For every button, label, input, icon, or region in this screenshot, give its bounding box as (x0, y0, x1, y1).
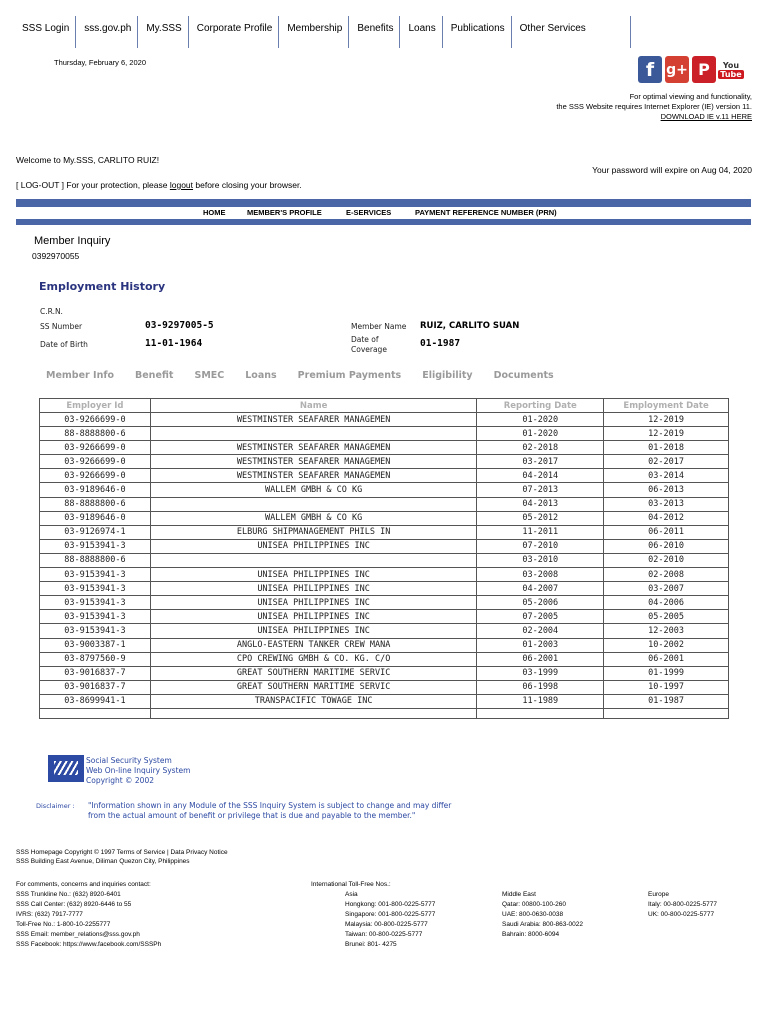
employer-name-cell: WESTMINSTER SEAFARER MANAGEMEN (150, 469, 477, 483)
reporting-date-cell: 03-2010 (477, 553, 604, 567)
employment-date-cell: 06-2013 (604, 483, 729, 497)
nav-other-services[interactable]: Other Services (512, 16, 631, 48)
employer-id-cell: 03-9153941-3 (40, 624, 151, 638)
reporting-date-cell: 02-2004 (477, 624, 604, 638)
employment-date-cell: 01-1987 (604, 694, 729, 708)
intl-tollfree-heading (311, 880, 391, 890)
reporting-date-cell: 01-2020 (477, 427, 604, 441)
employment-date-cell: 03-2013 (604, 497, 729, 511)
tab-member-info[interactable]: Member Info (46, 370, 114, 381)
employer-id-cell: 88-8888800-6 (40, 497, 151, 511)
table-row (40, 652, 729, 666)
employment-date-cell: 02-2017 (604, 455, 729, 469)
footer-line: UAE: 800-0630-0038 (502, 911, 564, 918)
social-links (638, 56, 743, 83)
employer-name-cell (150, 497, 477, 511)
footer-line: Qatar: 00800-100-260 (502, 901, 566, 908)
tab-eligibility[interactable]: Eligibility (422, 370, 473, 381)
reporting-date-cell: 04-2014 (477, 469, 604, 483)
employer-name-cell: UNISEA PHILIPPINES INC (150, 596, 477, 610)
table-row (40, 568, 729, 582)
employment-history-table (39, 398, 729, 719)
employment-date-cell: 12-2019 (604, 413, 729, 427)
member-nav (16, 207, 751, 219)
employment-date-cell: 04-2012 (604, 511, 729, 525)
footer-system-line: Social Security System (86, 756, 172, 765)
table-row (40, 455, 729, 469)
employment-date-cell: 01-1999 (604, 666, 729, 680)
reporting-date-cell: 05-2006 (477, 596, 604, 610)
contact-info (16, 880, 161, 950)
employer-id-cell: 03-9153941-3 (40, 582, 151, 596)
header-employment-date: Employment Date (604, 399, 729, 413)
ie-notice-line1: For optimal viewing and functionality, (629, 92, 752, 101)
employer-id-cell: 03-9003387-1 (40, 638, 151, 652)
employer-id-cell: 03-9266699-0 (40, 469, 151, 483)
employment-date-cell: 10-1997 (604, 680, 729, 694)
nav-membership[interactable]: Membership (279, 16, 349, 48)
current-date: Thursday, February 6, 2020 (54, 58, 146, 67)
ss-number-value: 03-9297005-5 (145, 320, 214, 331)
employment-date-cell: 01-2018 (604, 441, 729, 455)
logout-prefix: [ LOG-OUT ] For your protection, please (16, 180, 170, 190)
table-row (40, 680, 729, 694)
table-row (40, 539, 729, 553)
disclaimer-text (88, 801, 451, 821)
employer-name-cell: UNISEA PHILIPPINES INC (150, 610, 477, 624)
ie-notice (556, 92, 752, 122)
table-row (40, 525, 729, 539)
employer-id-cell: 03-9266699-0 (40, 455, 151, 469)
footer-line: Malaysia: 00-800-0225-5777 (345, 921, 428, 928)
member-nav-eservices[interactable]: E-SERVICES (346, 208, 392, 217)
sss-logo (48, 755, 84, 782)
reporting-date-cell: 03-1999 (477, 666, 604, 680)
employment-date-cell: 12-2019 (604, 427, 729, 441)
table-row (40, 624, 729, 638)
member-nav-home[interactable]: HOME (203, 208, 226, 217)
middle-east-numbers (502, 890, 583, 940)
nav-loans[interactable]: Loans (400, 16, 442, 48)
employment-date-cell: 02-2008 (604, 568, 729, 582)
footer-line: Italy: 00-800-0225-5777 (648, 901, 718, 908)
footer-line: UK: 00-800-0225-5777 (648, 911, 715, 918)
table-row (40, 694, 729, 708)
table-row (40, 596, 729, 610)
table-row (40, 638, 729, 652)
employer-id-cell: 03-9189646-0 (40, 511, 151, 525)
employer-id-cell: 88-8888800-6 (40, 427, 151, 441)
nav-corporate-profile[interactable]: Corporate Profile (189, 16, 280, 48)
employment-date-cell: 03-2007 (604, 582, 729, 596)
reporting-date-cell: 02-2018 (477, 441, 604, 455)
reporting-date-cell: 01-2003 (477, 638, 604, 652)
footer-line: Bahrain: 8000-6094 (502, 931, 560, 938)
footer-system-line: Copyright © 2002 (86, 776, 155, 785)
employer-name-cell: WALLEM GMBH & CO KG (150, 483, 477, 497)
table-row (40, 427, 729, 441)
footer-line: For comments, concerns and inquiries contact: (16, 881, 151, 888)
employment-date-cell: 06-2011 (604, 525, 729, 539)
nav-bar-top (16, 199, 751, 207)
reporting-date-cell: 04-2007 (477, 582, 604, 596)
footer-line: IVRS: (632) 7917-7777 (16, 911, 83, 918)
europe-numbers (648, 890, 717, 920)
footer-line: Asia (345, 891, 358, 898)
member-name-label: Member Name (351, 322, 407, 331)
employer-name-cell: GREAT SOUTHERN MARITIME SERVIC (150, 680, 477, 694)
tab-premium-payments[interactable]: Premium Payments (297, 370, 402, 381)
footer-copyright (16, 848, 228, 866)
nav-bar-bottom (16, 219, 751, 225)
footer-line: Brunei: 801- 4275 (345, 941, 397, 948)
employer-name-cell: WESTMINSTER SEAFARER MANAGEMEN (150, 413, 477, 427)
employer-name-cell: ELBURG SHIPMANAGEMENT PHILS IN (150, 525, 477, 539)
ss-number-label: SS Number (40, 322, 83, 331)
dob-label: Date of Birth (40, 340, 88, 349)
employer-name-cell: TRANSPACIFIC TOWAGE INC (150, 694, 477, 708)
table-body (40, 413, 729, 719)
employment-date-cell: 06-2010 (604, 539, 729, 553)
copyright-line: SSS Building East Avenue, Diliman Quezon City, Philippines (16, 858, 190, 865)
reporting-date-cell: 11-2011 (477, 525, 604, 539)
reporting-date-cell: 03-2017 (477, 455, 604, 469)
employment-date-cell: 05-2005 (604, 610, 729, 624)
employment-date-cell: 03-2014 (604, 469, 729, 483)
employer-id-cell: 03-9016837-7 (40, 666, 151, 680)
disclaimer-line: from the actual amount of benefit or privilege that is due and payable to the member." (88, 811, 416, 820)
coverage-label-2: Coverage (351, 345, 387, 354)
footer-line: Europe (648, 891, 669, 898)
table-header-row (40, 399, 729, 413)
google-plus-icon[interactable]: g+ (665, 56, 689, 83)
table-row (40, 497, 729, 511)
tab-benefit[interactable]: Benefit (135, 370, 174, 381)
coverage-label-1: Date of (351, 335, 379, 344)
reporting-date-cell: 05-2012 (477, 511, 604, 525)
employer-name-cell: UNISEA PHILIPPINES INC (150, 624, 477, 638)
welcome-message: Welcome to My.SSS, CARLITO RUIZ! (16, 155, 160, 165)
employer-name-cell: UNISEA PHILIPPINES INC (150, 539, 477, 553)
header-reporting-date: Reporting Date (477, 399, 604, 413)
dob-value: 11-01-1964 (145, 338, 203, 349)
logout-link[interactable]: logout (169, 180, 194, 190)
employer-id-cell: 03-8699941-1 (40, 694, 151, 708)
member-inquiry-number: 0392970055 (32, 251, 80, 261)
employer-id-cell: 03-9016837-7 (40, 680, 151, 694)
employer-name-cell (150, 427, 477, 441)
reporting-date-cell: 04-2013 (477, 497, 604, 511)
employer-id-cell: 03-9266699-0 (40, 413, 151, 427)
reporting-date-cell: 07-2005 (477, 610, 604, 624)
asia-numbers (345, 890, 435, 950)
copyright-line: SSS Homepage Copyright © 1997 Terms of Service | Data Privacy Notice (16, 849, 228, 856)
employer-name-cell: UNISEA PHILIPPINES INC (150, 582, 477, 596)
nav-sss-login[interactable]: SSS Login (14, 16, 76, 48)
ie-notice-line2: the SSS Website requires Internet Explorer (IE) version 11. (556, 102, 752, 111)
reporting-date-cell: 07-2013 (477, 483, 604, 497)
employer-name-cell (150, 553, 477, 567)
member-nav-prn[interactable]: PAYMENT REFERENCE NUMBER (PRN) (415, 208, 557, 217)
footer-line: Singapore: 001-800-0225-5777 (345, 911, 436, 918)
employer-id-cell: 03-9266699-0 (40, 441, 151, 455)
employer-name-cell: CPO CREWING GMBH & CO. KG. C/O (150, 652, 477, 666)
crn-label: C.R.N. (40, 307, 63, 316)
footer-line: SSS Facebook: https://www.facebook.com/SSSPh (16, 941, 162, 948)
reporting-date-cell: 06-2001 (477, 652, 604, 666)
reporting-date-cell: 03-2008 (477, 568, 604, 582)
employer-id-cell: 03-9153941-3 (40, 568, 151, 582)
empty-cell (40, 708, 151, 718)
employer-id-cell: 03-9153941-3 (40, 610, 151, 624)
footer-line: Toll-Free No.: 1-800-10-2255777 (16, 921, 111, 928)
reporting-date-cell: 07-2010 (477, 539, 604, 553)
footer-system-line: Web On-line Inquiry System (86, 766, 191, 775)
employment-history-title: Employment History (39, 280, 166, 293)
password-expiry: Your password will expire on Aug 04, 2020 (592, 165, 752, 175)
employer-id-cell: 03-9153941-3 (40, 539, 151, 553)
sub-tabs (46, 370, 575, 381)
footer-line: Middle East (502, 891, 536, 898)
footer-line: Taiwan: 00-800-0225-5777 (345, 931, 423, 938)
tab-loans[interactable]: Loans (245, 370, 277, 381)
header-name: Name (150, 399, 477, 413)
employment-date-cell: 06-2001 (604, 652, 729, 666)
employer-name-cell: WESTMINSTER SEAFARER MANAGEMEN (150, 455, 477, 469)
footer-line: Hongkong: 001-800-0225-5777 (345, 901, 436, 908)
employer-id-cell: 88-8888800-6 (40, 553, 151, 567)
empty-cell (604, 708, 729, 718)
pinterest-icon[interactable]: P (692, 56, 716, 83)
nav-benefits[interactable]: Benefits (349, 16, 400, 48)
employer-name-cell: WALLEM GMBH & CO KG (150, 511, 477, 525)
reporting-date-cell: 01-2020 (477, 413, 604, 427)
footer-line: International Toll-Free Nos.: (311, 881, 391, 888)
member-nav-profile[interactable]: MEMBER'S PROFILE (247, 208, 322, 217)
table-row (40, 610, 729, 624)
footer-line: SSS Call Center: (632) 8920-6446 to 55 (16, 901, 132, 908)
table-row (40, 582, 729, 596)
employer-name-cell: ANGLO-EASTERN TANKER CREW MANA (150, 638, 477, 652)
employer-name-cell: UNISEA PHILIPPINES INC (150, 568, 477, 582)
employment-date-cell: 04-2006 (604, 596, 729, 610)
facebook-icon[interactable]: f (638, 56, 662, 83)
employer-id-cell: 03-9189646-0 (40, 483, 151, 497)
table-row (40, 483, 729, 497)
footer-line: SSS Email: member_relations@sss.gov.ph (16, 931, 140, 938)
footer-line: SSS Trunkline No.: (632) 8920-6401 (16, 891, 121, 898)
table-row (40, 553, 729, 567)
employer-name-cell: GREAT SOUTHERN MARITIME SERVIC (150, 666, 477, 680)
footer-system-info (86, 756, 190, 786)
top-nav (14, 16, 631, 48)
employer-name-cell: WESTMINSTER SEAFARER MANAGEMEN (150, 441, 477, 455)
table-row (40, 441, 729, 455)
disclaimer-label: Disclaimer : (36, 802, 75, 810)
logout-suffix: before closing your browser. (193, 180, 302, 190)
header-employer-id: Employer Id (40, 399, 151, 413)
employer-id-cell: 03-9126974-1 (40, 525, 151, 539)
member-name-value: RUIZ, CARLITO SUAN (420, 321, 520, 331)
tab-documents[interactable]: Documents (493, 370, 554, 381)
footer-line: Saudi Arabia: 800-863-0022 (502, 921, 583, 928)
nav-sss-gov-ph[interactable]: sss.gov.ph (76, 16, 138, 48)
table-row (40, 666, 729, 680)
reporting-date-cell: 06-1998 (477, 680, 604, 694)
empty-cell (150, 708, 477, 718)
employment-date-cell: 10-2002 (604, 638, 729, 652)
empty-cell (477, 708, 604, 718)
logout-notice (16, 180, 302, 190)
table-row (40, 511, 729, 525)
member-inquiry-title: Member Inquiry (34, 235, 111, 247)
disclaimer-line: "Information shown in any Module of the SSS Inquiry System is subject to change and may differ (88, 801, 452, 810)
download-ie-link[interactable]: DOWNLOAD IE v.11 HERE (660, 112, 752, 121)
youtube-icon[interactable]: You Tube (719, 56, 743, 83)
tab-smec[interactable]: SMEC (194, 370, 225, 381)
employer-id-cell: 03-9153941-3 (40, 596, 151, 610)
table-row (40, 469, 729, 483)
table-filler-row (40, 708, 729, 718)
nav-my-sss[interactable]: My.SSS (138, 16, 188, 48)
employment-date-cell: 12-2003 (604, 624, 729, 638)
coverage-value: 01-1987 (420, 338, 461, 349)
nav-publications[interactable]: Publications (443, 16, 512, 48)
employer-id-cell: 03-8797560-9 (40, 652, 151, 666)
employment-date-cell: 02-2010 (604, 553, 729, 567)
table-row (40, 413, 729, 427)
reporting-date-cell: 11-1989 (477, 694, 604, 708)
